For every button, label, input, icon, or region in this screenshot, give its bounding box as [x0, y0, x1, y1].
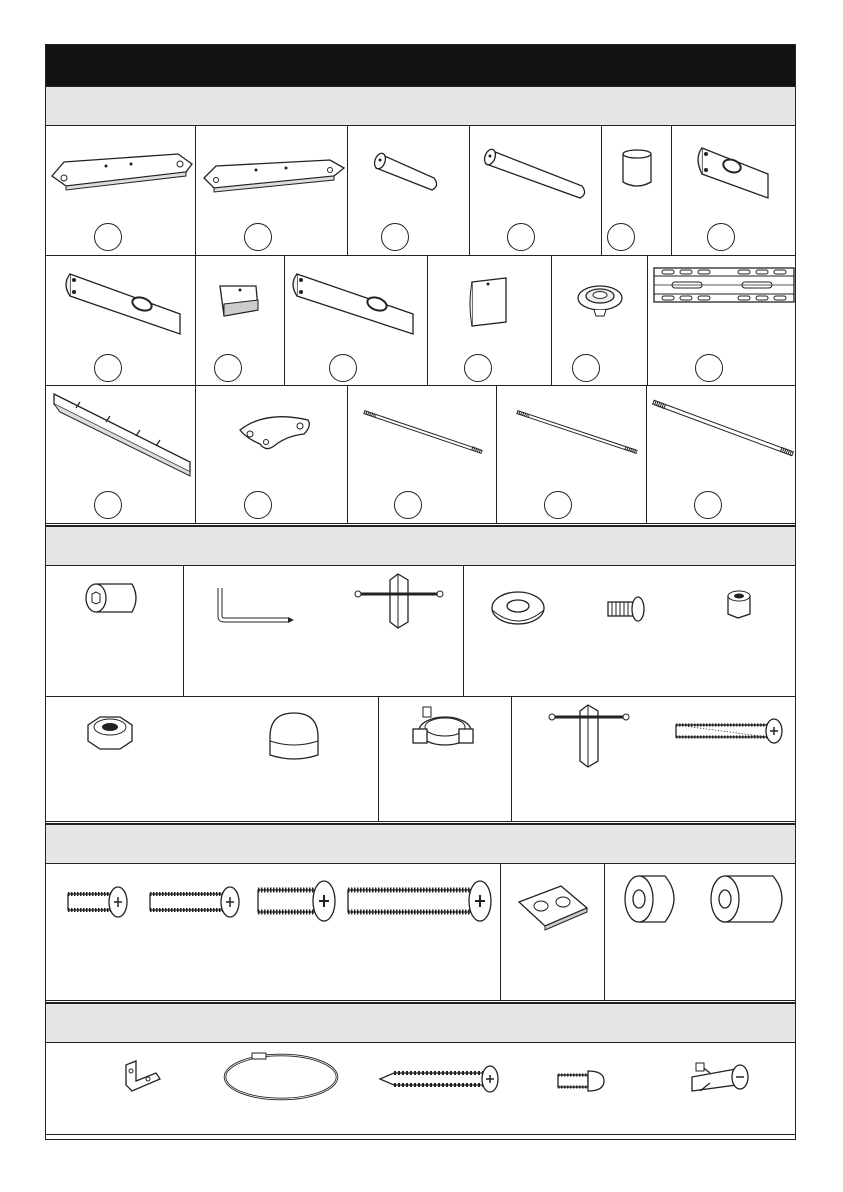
- arm-cover-icon: [428, 266, 552, 346]
- short-arm-icon: [672, 134, 797, 214]
- part-cell: [196, 386, 348, 523]
- part-number-circle: [94, 491, 122, 519]
- screw-l-long-icon: [342, 874, 502, 944]
- wood-screw-icon: [374, 1051, 514, 1111]
- part-number-circle: [394, 491, 422, 519]
- round-cap-icon: [552, 266, 648, 346]
- triangle-plate-icon: [196, 400, 348, 480]
- hardware-cell: [184, 566, 464, 696]
- short-tube-icon: [348, 138, 470, 218]
- part-number-circle: [695, 354, 723, 382]
- lock-nut-icon: [704, 578, 774, 638]
- hardware-cell: [512, 697, 797, 821]
- cap-nut-icon: [256, 701, 336, 781]
- part-number-circle: [707, 223, 735, 251]
- part-number-circle: [244, 491, 272, 519]
- part-number-circle: [381, 223, 409, 251]
- section-header-hardware-2: [46, 824, 795, 864]
- hardware-cell: [605, 864, 797, 1000]
- hardware-cell: [464, 566, 797, 696]
- hardware-cell: [46, 864, 501, 1000]
- part-cell: [46, 256, 196, 385]
- hardware-row-c: [46, 864, 795, 1000]
- part-number-circle: [214, 354, 242, 382]
- base-plate-long-icon: [196, 136, 348, 206]
- hex-nut-icon: [74, 705, 154, 775]
- part-cell: [46, 126, 196, 255]
- medium-arm-icon: [46, 262, 196, 342]
- part-number-circle: [607, 223, 635, 251]
- screw-l-medium-icon: [252, 874, 352, 944]
- part-number-circle: [507, 223, 535, 251]
- double-hole-plate-icon: [501, 872, 605, 952]
- part-cell: [470, 126, 602, 255]
- section-header-hardware-1: [46, 526, 795, 566]
- spacer-long-icon: [699, 868, 799, 948]
- screw-m-short-icon: [62, 880, 142, 940]
- part-cell: [348, 386, 497, 523]
- part-cell: [46, 386, 196, 523]
- rail-bracket-icon: [46, 386, 196, 486]
- end-cap-icon: [602, 138, 672, 218]
- screw-m-medium-icon: [144, 880, 254, 940]
- washer-icon: [478, 584, 558, 644]
- cable-clip-icon: [395, 699, 495, 779]
- part-cell: [648, 256, 797, 385]
- part-cell: [196, 256, 285, 385]
- part-number-circle: [544, 491, 572, 519]
- threaded-rod-medium-icon: [497, 394, 647, 474]
- part-cell: [196, 126, 348, 255]
- long-tube-icon: [470, 136, 602, 216]
- parts-row-2: [46, 256, 795, 386]
- part-number-circle: [329, 354, 357, 382]
- small-bolt-icon: [550, 1055, 620, 1115]
- allen-key-icon: [204, 576, 324, 646]
- wall-anchor-icon: [686, 1051, 776, 1111]
- section-header-hardware-3: [46, 1003, 795, 1043]
- parts-row-1: [46, 126, 795, 256]
- part-cell: [428, 256, 552, 385]
- part-cell: [647, 386, 797, 523]
- l-bracket-icon: [102, 1051, 182, 1111]
- wall-plate-icon: [648, 262, 797, 342]
- base-plate-short-icon: [46, 136, 196, 206]
- part-number-circle: [572, 354, 600, 382]
- hardware-row-d: [46, 1043, 795, 1135]
- barrel-nut-icon: [46, 574, 184, 644]
- hardware-cell: [379, 697, 512, 821]
- part-number-circle: [94, 354, 122, 382]
- long-machine-screw-icon: [672, 711, 792, 761]
- spacer-short-icon: [613, 868, 693, 948]
- part-cell: [552, 256, 648, 385]
- threaded-rod-short-icon: [348, 396, 497, 476]
- part-cell: [497, 386, 647, 523]
- part-cell: [285, 256, 428, 385]
- section-header-main-parts: [46, 86, 795, 126]
- short-bolt-icon: [598, 578, 668, 638]
- threaded-rod-long-icon: [647, 392, 797, 472]
- hardware-row-a: [46, 566, 795, 697]
- t-wrench-icon: [542, 697, 642, 787]
- part-number-circle: [244, 223, 272, 251]
- wire-loop-icon: [216, 1047, 346, 1107]
- part-number-circle: [94, 223, 122, 251]
- long-arm-icon: [285, 262, 428, 342]
- parts-sheet: [45, 44, 796, 1140]
- hardware-cell: [46, 1043, 797, 1134]
- small-cover-icon: [196, 266, 285, 346]
- part-cell: [348, 126, 470, 255]
- part-number-circle: [464, 354, 492, 382]
- hardware-cell: [46, 566, 184, 696]
- part-number-circle: [694, 491, 722, 519]
- title-bar: [46, 45, 795, 86]
- part-cell: [672, 126, 797, 255]
- parts-row-3: [46, 386, 795, 523]
- hardware-cell: [501, 864, 605, 1000]
- hardware-row-b: [46, 697, 795, 821]
- hardware-cell: [46, 697, 379, 821]
- t-wrench-icon: [344, 566, 454, 656]
- part-cell: [602, 126, 672, 255]
